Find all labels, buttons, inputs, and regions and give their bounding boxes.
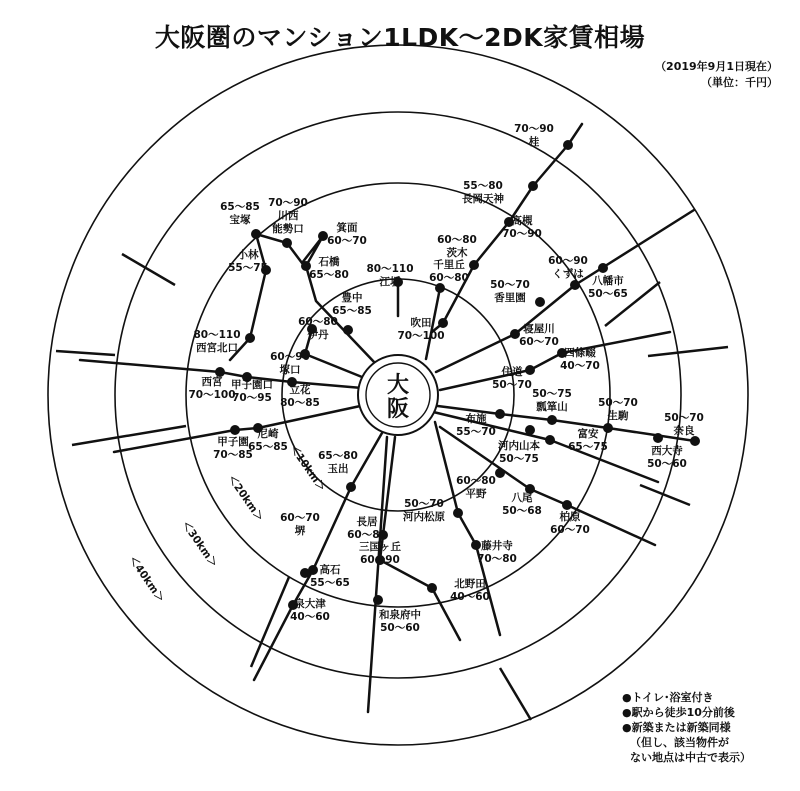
- station-label-ishibashi: [309, 255, 349, 281]
- legend-note: ない地点は中古で表示）: [630, 751, 751, 764]
- rent-range: 65〜80: [318, 450, 358, 462]
- rent-range: 55〜80: [463, 180, 503, 192]
- station-name: 八尾: [511, 492, 533, 504]
- rent-range: 60〜70: [280, 512, 320, 524]
- station-name: 立花: [289, 384, 311, 396]
- rent-range: 50〜60: [380, 622, 420, 634]
- station-label-minoo: [327, 221, 367, 247]
- rent-range: 70〜80: [477, 553, 517, 565]
- station-name: 瓢箪山: [536, 401, 568, 413]
- station-dot-fuse: [495, 409, 505, 419]
- divider-line: [122, 254, 175, 285]
- station-label-nara: [664, 412, 704, 437]
- ring-label-30km: ＜30km＞: [179, 518, 220, 570]
- station-name: 泉大津: [294, 598, 326, 610]
- station-dot-tomio: [545, 435, 555, 445]
- station-labels: [188, 123, 703, 634]
- station-name: 玉出: [327, 463, 349, 475]
- rent-range: 50〜70: [404, 498, 444, 510]
- station-label-katsura: [514, 123, 554, 148]
- as-of-date: （2019年9月1日現在）: [655, 60, 778, 73]
- station-name: 北野田: [454, 578, 486, 590]
- rent-range: 65〜75: [568, 441, 608, 453]
- station-name: 寝屋川: [523, 323, 555, 335]
- station-dot-sumimichi: [525, 365, 535, 375]
- station-dot-korien: [535, 297, 545, 307]
- station-name: 長居: [356, 516, 378, 528]
- rent-range: 55〜65: [310, 577, 350, 589]
- station-name: 長岡天神: [462, 193, 504, 205]
- station-name: 宝塚: [229, 214, 251, 226]
- rent-range: 70〜90: [514, 123, 554, 135]
- rent-range: 80〜110: [193, 329, 241, 341]
- station-label-yao: [502, 491, 542, 517]
- rent-range: 65〜85: [332, 305, 372, 317]
- rent-range: 80〜110: [366, 263, 414, 275]
- rent-range: 40〜60: [290, 611, 330, 623]
- rail-line-jr-hanwa: [368, 437, 387, 712]
- center-label-bottom: 阪: [386, 397, 410, 422]
- rent-range: 70〜90: [502, 228, 542, 240]
- station-name: 富安: [577, 428, 599, 440]
- divider-line: [648, 347, 728, 356]
- sector-dividers: [56, 254, 728, 720]
- station-name: 布施: [465, 413, 487, 425]
- rent-range: 60〜70: [519, 336, 559, 348]
- station-dot-nara: [690, 436, 700, 446]
- station-label-yawatashi: [588, 274, 628, 300]
- station-dot-kawachi-matsubara: [453, 508, 463, 518]
- station-label-ikoma: [598, 397, 638, 422]
- station-label-nishinomiya: [188, 375, 235, 401]
- rent-range: 60〜80: [437, 234, 477, 246]
- station-dot-kuzuha: [570, 280, 580, 290]
- rent-range: 50〜70: [492, 379, 532, 391]
- station-dot-takarazuka: [251, 229, 261, 239]
- station-name: くずは: [552, 268, 584, 280]
- rent-range: 70〜90: [268, 197, 308, 209]
- rent-range: 60〜80: [298, 316, 338, 328]
- station-name: 甲子園口: [231, 379, 273, 391]
- station-label-korien: [490, 279, 530, 304]
- station-label-tsukaguchi: [270, 351, 310, 376]
- station-name: 生駒: [607, 410, 629, 422]
- station-name: 江坂: [379, 276, 401, 288]
- station-label-kitanoda: [450, 577, 490, 603]
- rent-range: 40〜70: [560, 360, 600, 372]
- station-label-esaka: [366, 263, 413, 288]
- ring-label-20km: ＜20km＞: [225, 472, 266, 524]
- station-name: 高石: [319, 564, 341, 576]
- station-dot-hirano: [495, 468, 505, 478]
- rent-range: 80〜85: [280, 397, 320, 409]
- station-name: 平野: [465, 488, 487, 500]
- rent-range: 60〜80: [347, 529, 387, 541]
- station-label-kawachi-yamamoto: [498, 439, 540, 465]
- rent-range: 65〜85: [248, 441, 288, 453]
- station-label-kawachi-matsubara: [403, 498, 445, 523]
- station-dot-saidaiji: [653, 433, 663, 443]
- rent-range: 50〜75: [499, 453, 539, 465]
- station-dot-takaishi: [300, 568, 310, 578]
- station-dot-toyonaka: [343, 325, 353, 335]
- station-dot-yawatashi: [598, 263, 608, 273]
- rent-range: 60〜80: [429, 272, 469, 284]
- legend-item: ●トイレ･浴室付き: [622, 691, 714, 704]
- station-dot-kashiwara: [562, 500, 572, 510]
- rent-range: 60〜70: [327, 235, 367, 247]
- station-name: 伊丹: [307, 329, 329, 341]
- station-name: 千里丘: [433, 259, 465, 271]
- station-label-itami: [298, 316, 338, 341]
- unit-note: （単位：千円）: [701, 76, 778, 89]
- station-name: 甲子園: [217, 436, 249, 448]
- rent-range: 40〜60: [450, 591, 490, 603]
- legend: [622, 690, 751, 765]
- station-dot-koshien: [230, 425, 240, 435]
- station-name: 川西: [277, 210, 299, 222]
- station-label-hirano: [456, 475, 496, 500]
- station-dot-nagaoka-tenjin: [528, 181, 538, 191]
- station-label-koshien: [213, 435, 253, 461]
- rent-range: 60〜70: [550, 524, 590, 536]
- station-dot-suita: [438, 318, 448, 328]
- station-dot-kawanishi-noseguchi: [282, 238, 292, 248]
- rent-range: 50〜60: [647, 458, 687, 470]
- station-name: 四條畷: [564, 347, 596, 359]
- station-label-kuzuha: [548, 255, 588, 280]
- station-name: 柏原: [559, 511, 581, 523]
- station-label-takarazuka: [220, 201, 260, 226]
- page-title: 大阪圏のマンション1LDK～2DK家賃相場: [154, 23, 646, 52]
- rent-range: 65〜85: [220, 201, 260, 213]
- legend-item: ●駅から徒歩10分前後: [622, 706, 735, 719]
- rent-range: 65〜80: [309, 269, 349, 281]
- divider-line: [500, 668, 531, 720]
- rent-range: 70〜85: [213, 449, 253, 461]
- station-label-neyagawa: [519, 322, 559, 348]
- station-name: 石橋: [318, 256, 340, 268]
- station-label-fujiidera: [477, 539, 517, 565]
- station-label-izumi-otsu: [290, 597, 330, 623]
- station-dot-senri-oka: [435, 283, 445, 293]
- rent-range: 70〜95: [232, 392, 272, 404]
- station-dot-katsura: [563, 140, 573, 150]
- station-name: 桂: [528, 136, 540, 148]
- station-name: 吹田: [410, 317, 432, 329]
- station-name: 豊中: [341, 292, 363, 304]
- divider-line: [56, 351, 115, 355]
- station-label-saidaiji: [647, 444, 687, 470]
- station-name: 西宮北口: [196, 342, 238, 354]
- station-name: 高槻: [511, 215, 533, 227]
- center-label-top: 大: [386, 373, 410, 398]
- station-name: 箕面: [336, 222, 358, 234]
- rent-range: 50〜70: [664, 412, 704, 424]
- station-label-tachibana: [280, 383, 320, 409]
- rent-range: 60〜90: [360, 554, 400, 566]
- station-label-izumi-fuchu: [379, 608, 421, 634]
- station-dot-shigisan: [547, 415, 557, 425]
- station-name: 藤井寺: [481, 540, 513, 552]
- rent-range: 55〜75: [228, 262, 268, 274]
- legend-note: （但し、該当物件が: [630, 736, 729, 749]
- station-label-kawanishi-noseguchi: [268, 197, 308, 235]
- rent-range: 50〜65: [588, 288, 628, 300]
- rent-range: 50〜70: [598, 397, 638, 409]
- station-name: 尼崎: [257, 428, 279, 440]
- station-name: 三国ヶ丘: [359, 541, 401, 553]
- rent-range: 50〜70: [490, 279, 530, 291]
- station-label-shigisan: [532, 388, 572, 413]
- rent-range: 50〜68: [502, 505, 542, 517]
- rent-range: 70〜100: [188, 389, 236, 401]
- station-dot-ibaraki: [469, 260, 479, 270]
- station-label-tamade: [318, 450, 358, 475]
- station-name: 能勢口: [272, 223, 304, 235]
- station-name: 塚口: [279, 364, 301, 376]
- station-label-tomio: [568, 427, 608, 453]
- station-label-senri-oka: [429, 258, 469, 284]
- station-name: 堺: [294, 525, 306, 537]
- rail-line-kintetsu-minami-osaka: [435, 422, 500, 635]
- rent-range: 50〜75: [532, 388, 572, 400]
- station-name: 茨木: [446, 247, 468, 259]
- rent-range: 70〜100: [397, 330, 445, 342]
- station-dot-kitanoda: [427, 583, 437, 593]
- station-name: 河内松原: [403, 511, 445, 523]
- station-dot-tamade: [346, 482, 356, 492]
- station-name: 和泉府中: [379, 609, 421, 621]
- station-name: 奈良: [673, 425, 695, 437]
- station-label-nishinomiya-kitaguchi: [193, 329, 240, 354]
- station-dot-nishinomiya-kitaguchi: [245, 333, 255, 343]
- station-name: 八幡市: [592, 275, 624, 287]
- rent-range: 60〜80: [456, 475, 496, 487]
- station-dot-kawachi-yamamoto: [525, 425, 535, 435]
- station-name: 西宮: [201, 376, 223, 388]
- ring-label-40km: ＜40km＞: [126, 553, 167, 605]
- station-dot-izumi-fuchu: [373, 595, 383, 605]
- ring-label-10km: ＜10km＞: [287, 442, 328, 494]
- station-name: 西大寺: [651, 445, 683, 457]
- station-label-koshienguchi: [231, 378, 273, 404]
- legend-item: ●新築または新築同様: [622, 721, 731, 734]
- rent-range: 60〜90: [270, 351, 310, 363]
- station-dot-ikoma: [603, 423, 613, 433]
- station-label-nagaoka-tenjin: [462, 180, 504, 205]
- rent-range: 55〜70: [456, 426, 496, 438]
- station-dot-fujiidera: [471, 540, 481, 550]
- station-name: 小林: [237, 249, 259, 261]
- rent-range: 60〜90: [548, 255, 588, 267]
- station-label-shijonawate: [560, 346, 600, 372]
- station-label-ibaraki: [437, 234, 477, 259]
- station-name: 河内山本: [498, 440, 540, 452]
- station-label-sakai: [280, 512, 320, 537]
- station-name: 住道: [501, 366, 523, 378]
- station-name: 香里園: [494, 292, 526, 304]
